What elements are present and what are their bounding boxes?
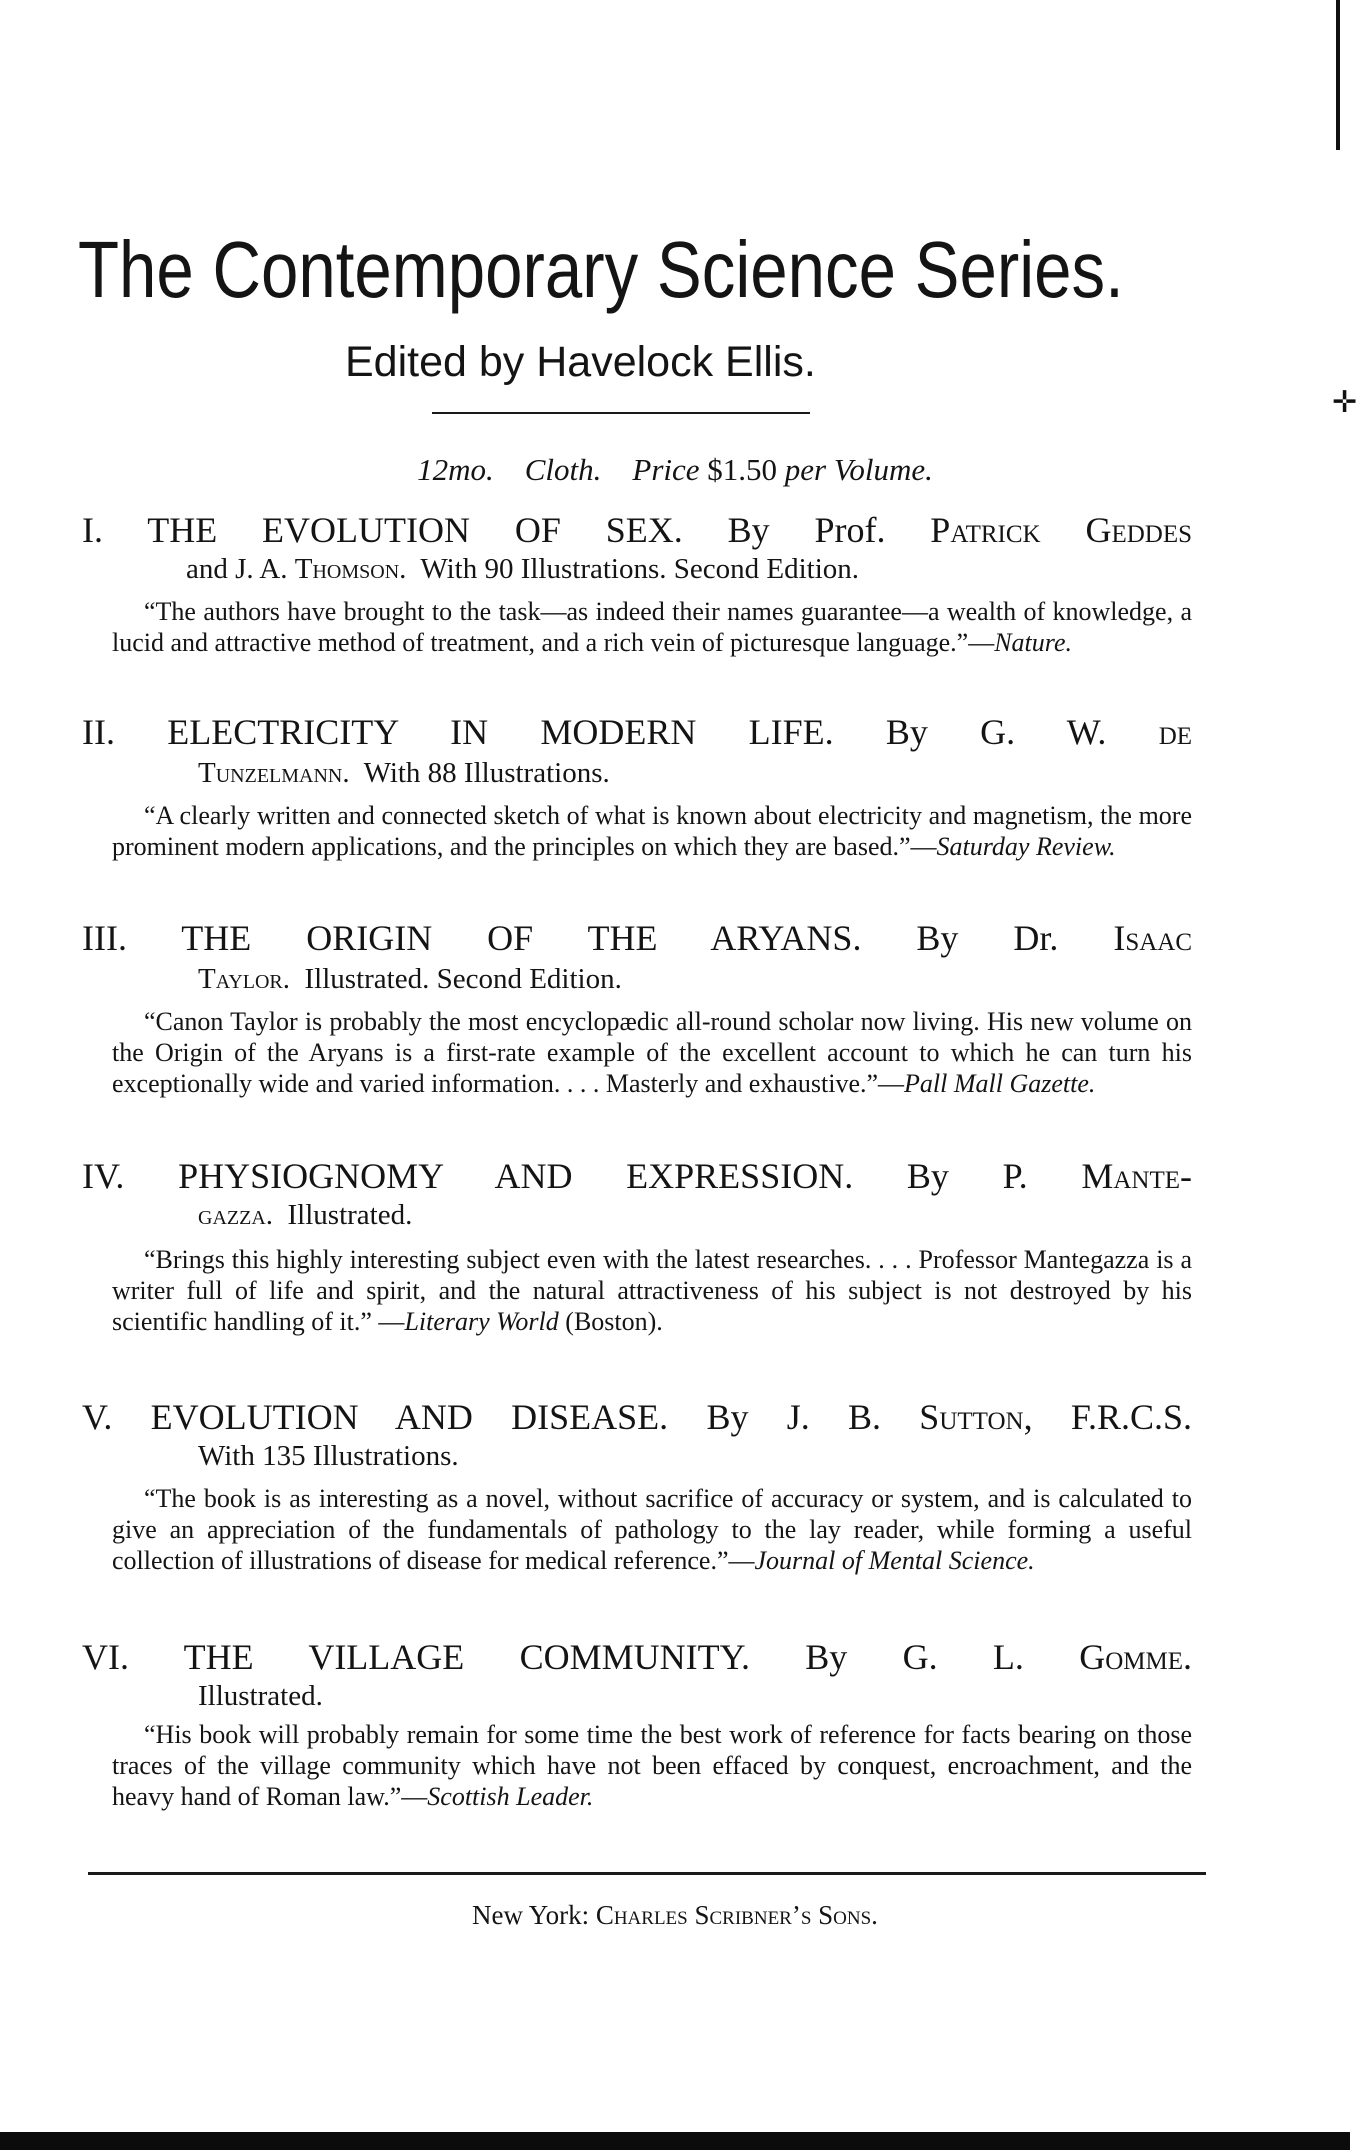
review-quote (112, 1483, 1192, 1576)
entry-author-cont: gazza. (198, 1199, 274, 1231)
quote-source: Nature. (994, 628, 1072, 657)
entry-heading (82, 1397, 1192, 1437)
entry-author: Patrick Geddes (930, 510, 1193, 550)
entry-cont-prefix: and J. A. (186, 553, 288, 585)
entry-author: Isaac (1113, 918, 1193, 958)
review-quote (112, 1244, 1192, 1337)
review-quote (112, 800, 1192, 862)
entry-title: PHYSIOGNOMY AND EXPRESSION. (178, 1156, 854, 1196)
entry-numeral: V. (82, 1397, 113, 1437)
binding-edge-line (1336, 0, 1340, 150)
entry-numeral: IV. (82, 1156, 125, 1196)
page-edge-margin (1328, 0, 1357, 2150)
price-line (0, 448, 1350, 492)
entry-author-cont: Thomson. (294, 553, 407, 585)
footer-rule (88, 1872, 1206, 1875)
review-quote (112, 1719, 1192, 1812)
per-volume: per Volume. (784, 452, 933, 487)
format: 12mo. (417, 452, 494, 487)
entry-continuation (198, 1679, 323, 1713)
entry-author: de (1158, 712, 1193, 752)
entry-title: EVOLUTION AND DISEASE. (150, 1397, 669, 1437)
entry-numeral: VI. (82, 1637, 129, 1677)
entry-author: Sutton, (919, 1397, 1033, 1437)
price-word: Price (632, 452, 700, 487)
binding: Cloth. (524, 452, 602, 487)
quote-source: Journal of Mental Science. (754, 1546, 1035, 1575)
entry-details: Illustrated. (287, 1199, 413, 1231)
quote-source: Pall Mall Gazette. (904, 1069, 1096, 1098)
entry-by: By G. L. (805, 1637, 1024, 1677)
entry-details: With 135 Illustrations. (198, 1440, 459, 1472)
entry-by: By Dr. (916, 918, 1059, 958)
entry-by: By P. (906, 1156, 1028, 1196)
quote-text: “His book will probably remain for some time the best work of reference for facts bearing on those traces of the village community which have not been effaced by conquest, encroachment, and the heavy hand of Roman law.”— (112, 1720, 1192, 1811)
entry-continuation (198, 756, 610, 790)
entry-heading (82, 1637, 1192, 1677)
quote-source: Literary World (404, 1307, 559, 1336)
entry-title: THE EVOLUTION OF SEX. (147, 510, 683, 550)
entry-title: THE VILLAGE COMMUNITY. (183, 1637, 750, 1677)
entry-heading (82, 510, 1192, 550)
entry-heading (82, 712, 1192, 752)
entry-continuation (198, 962, 622, 996)
entry-continuation (198, 1198, 412, 1232)
entry-title: ELECTRICITY IN MODERN LIFE. (167, 712, 834, 752)
entry-numeral: I. (82, 510, 103, 550)
entry-author: Mante- (1081, 1156, 1193, 1196)
quote-source: Saturday Review. (936, 832, 1116, 861)
entry-details: With 90 Illustrations. Second Edition. (420, 553, 860, 585)
edge-cross-mark: ✛ (1332, 386, 1357, 419)
series-title: The Contemporary Science Series. (78, 225, 1124, 314)
entry-heading (82, 918, 1192, 958)
quote-text: “A clearly written and connected sketch of what is known about electricity and magnetism, the more prominent modern applications, and the principles on which they are based.”— (112, 801, 1192, 861)
entry-by: By G. W. (885, 712, 1107, 752)
series-editor: Edited by Havelock Ellis. (345, 338, 816, 386)
review-quote (112, 596, 1192, 658)
entry-author-suffix: F.R.C.S. (1070, 1397, 1193, 1437)
entry-numeral: III. (82, 918, 127, 958)
entry-continuation (198, 1439, 459, 1473)
entry-by: By Prof. (727, 510, 886, 550)
entry-continuation (186, 552, 859, 586)
quote-text: “Brings this highly interesting subject even with the latest researches. . . . Professor Mantegazza is a writer full of life and spirit, and the natural attractiveness of his subject is not destroyed by his scientific handling of it.” — (112, 1245, 1192, 1336)
entry-author-cont: Taylor. (198, 963, 291, 995)
entry-details: With 88 Illustrations. (363, 757, 610, 789)
title-rule (432, 412, 810, 414)
entry-title: THE ORIGIN OF THE ARYANS. (181, 918, 862, 958)
price-value: $1.50 (707, 452, 778, 487)
publisher-city: New York: (472, 1900, 590, 1930)
entry-by: By J. B. (706, 1397, 882, 1437)
publisher-imprint (0, 1897, 1350, 1933)
entry-numeral: II. (82, 712, 115, 752)
quote-text: “Canon Taylor is probably the most encyclopædic all-round scholar now living. His new volume on the Origin of the Aryans is a first-rate example of the excellent account to which he can turn his exceptionally wide and varied information. . . . Masterly and exhaustive.”— (112, 1007, 1192, 1098)
quote-source: Scottish Leader. (427, 1782, 594, 1811)
entry-author: Gomme. (1079, 1637, 1193, 1677)
scan-bottom-band (0, 2132, 1350, 2150)
publisher-name: Charles Scribner’s Sons. (595, 1900, 878, 1930)
quote-tail: (Boston). (558, 1307, 663, 1336)
entry-author-cont: Tunzelmann. (198, 757, 350, 789)
entry-details: Illustrated. (198, 1680, 323, 1712)
entry-heading (82, 1156, 1192, 1196)
review-quote (112, 1006, 1192, 1099)
entry-details: Illustrated. Second Edition. (304, 963, 622, 995)
quote-text: “The book is as interesting as a novel, without sacrifice of accuracy or system, and is calculated to give an appreciation of the fundamentals of pathology to the lay reader, while forming a useful collection of illustrations of disease for medical reference.”— (112, 1484, 1192, 1575)
quote-text: “The authors have brought to the task—as indeed their names guarantee—a wealth of knowledge, a lucid and attractive method of treatment, and a rich vein of picturesque language.”— (112, 597, 1192, 657)
